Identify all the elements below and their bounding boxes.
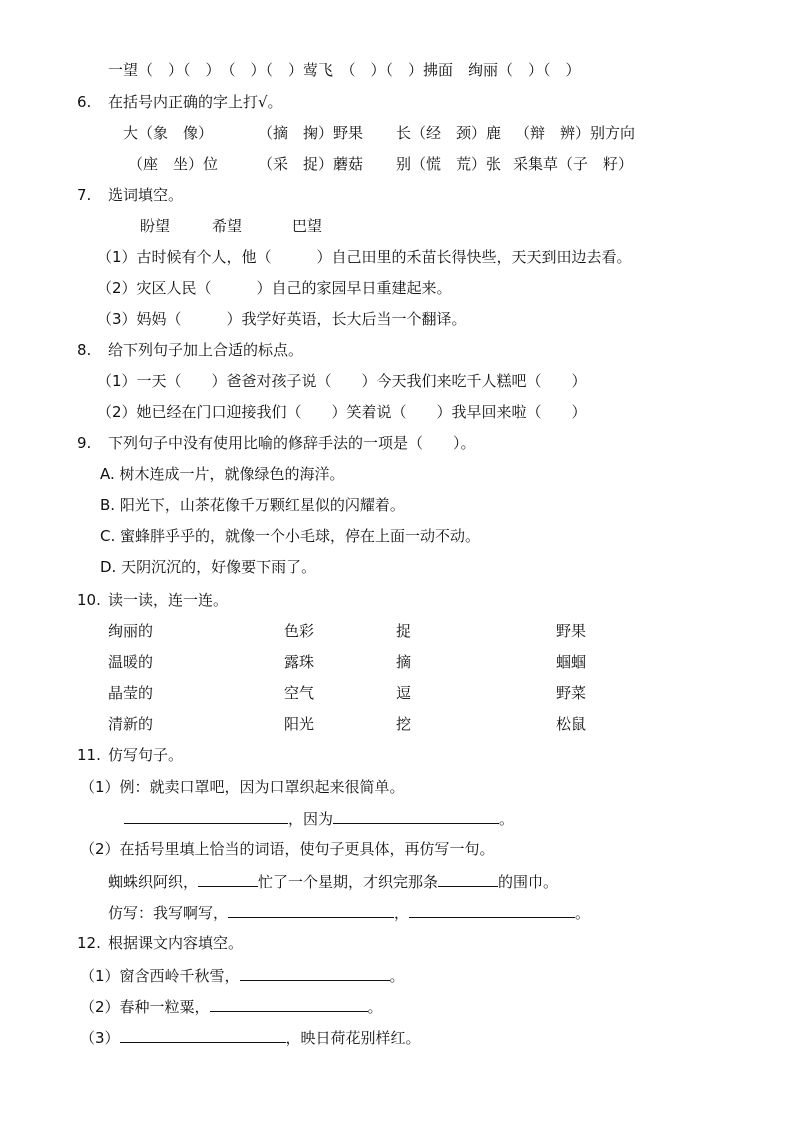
q9-number: 9.: [77, 434, 92, 452]
q12-text: （2）春种一粒粟，: [80, 998, 210, 1016]
q6-r2-c1: （座 坐）位: [128, 155, 219, 173]
answer-blank[interactable]: [240, 965, 390, 981]
q10-c3-4: 挖: [396, 715, 412, 733]
q10-c1-1: 绚丽的: [108, 622, 154, 640]
q8-item-1: （1）一天（ ）爸爸对孩子说（ ）今天我们来吃千人糕吧（ ）: [97, 372, 587, 390]
answer-blank[interactable]: [333, 808, 499, 824]
top-line: 一望（ ）（ ） （ ）（ ）莺飞 （ ）（ ）拂面 绚丽（ ）（ ）: [108, 61, 581, 79]
q10-c4-1: 野果: [556, 622, 587, 640]
q10-c2-3: 空气: [284, 684, 315, 702]
q6-r1-c2: （摘 掬）野果: [258, 124, 364, 142]
q6-number: 6.: [77, 93, 92, 111]
q10-c3-3: 逗: [396, 684, 412, 702]
q7-number: 7.: [77, 186, 92, 204]
q10-c3-1: 捉: [396, 622, 412, 640]
q9-option-b: B. 阳光下，山茶花像千万颗红星似的闪耀着。: [100, 496, 405, 514]
q12-item-1: [80, 965, 405, 986]
q10-prompt: 读一读，连一连。: [108, 591, 229, 609]
q10-c4-4: 松鼠: [556, 715, 587, 733]
q10-c1-2: 温暖的: [108, 653, 154, 671]
q7-item-2: （2）灾区人民（ ）自己的家园早日重建起来。: [97, 279, 452, 297]
q12-text: 。: [367, 998, 383, 1016]
q9-option-c: C. 蜜蜂胖乎乎的，就像一个小毛球，停在上面一动不动。: [100, 527, 481, 545]
q6-r1-c4: （辩 辨）别方向: [515, 124, 636, 142]
q11-line-1: [124, 808, 514, 829]
q10-c3-2: 摘: [396, 653, 412, 671]
q7-item-1: （1）古时候有个人，他（ ）自己田里的禾苗长得快些，天天到田边去看。: [97, 248, 632, 266]
q9-option-a: A. 树木连成一片，就像绿色的海洋。: [100, 465, 345, 483]
answer-blank[interactable]: [228, 902, 394, 918]
q12-text: （3）: [80, 1029, 120, 1047]
answer-blank[interactable]: [124, 808, 288, 824]
answer-blank[interactable]: [198, 871, 258, 887]
q7-item-3: （3）妈妈（ ）我学好英语，长大后当一个翻译。: [97, 310, 467, 328]
answer-blank[interactable]: [210, 996, 368, 1012]
q8-item-2: （2）她已经在门口迎接我们（ ）笑着说（ ）我早回来啦（ ）: [97, 403, 587, 421]
q10-c4-3: 野菜: [556, 684, 587, 702]
q12-item-3: [80, 1027, 421, 1048]
q9-option-d: D. 天阴沉沉的，好像要下雨了。: [100, 558, 317, 576]
q12-text: ，映日荷花别样红。: [285, 1029, 421, 1047]
q8-number: 8.: [77, 341, 92, 359]
q11-text: ，: [394, 904, 410, 922]
q7-prompt: 选词填空。: [108, 186, 184, 204]
q9-prompt: 下列句子中没有使用比喻的修辞手法的一项是（ ）。: [108, 434, 476, 452]
q12-prompt: 根据课文内容填空。: [108, 934, 244, 952]
q11-text: 忙了一个星期，才织完那条: [258, 873, 439, 891]
answer-blank[interactable]: [409, 902, 575, 918]
answer-blank[interactable]: [120, 1027, 286, 1043]
q11-example-2: （2）在括号里填上恰当的词语，使句子更具体，再仿写一句。: [80, 840, 495, 858]
q11-example-1: （1）例：就卖口罩吧，因为口罩织起来很简单。: [80, 778, 405, 796]
q10-c4-2: 蝈蝈: [556, 653, 587, 671]
q11-prompt: 仿写句子。: [108, 746, 184, 764]
q6-r2-c3: 别（慌 荒）张: [396, 155, 502, 173]
q11-text: ，因为: [288, 810, 334, 828]
q6-r2-c2: （采 捉）蘑菇: [258, 155, 364, 173]
q7-word-1: 盼望: [140, 217, 171, 235]
q11-text: 的围巾。: [498, 873, 559, 891]
q10-c1-4: 清新的: [108, 715, 154, 733]
q11-text: 蜘蛛织阿织，: [108, 873, 199, 891]
q7-word-2: 希望: [212, 217, 243, 235]
q6-r1-c3: 长（经 颈）鹿: [396, 124, 502, 142]
q11-text: 。: [575, 904, 591, 922]
q6-r2-c4: 采集草（子 籽）: [513, 155, 634, 173]
q7-word-3: 巴望: [292, 217, 323, 235]
q10-number: 10.: [77, 591, 101, 609]
q11-number: 11.: [77, 746, 101, 764]
q11-line-2: [108, 871, 558, 892]
q12-number: 12.: [77, 934, 101, 952]
q11-line-3: [108, 902, 590, 923]
q10-c2-2: 露珠: [284, 653, 315, 671]
q12-text: （1）窗含西岭千秋雪，: [80, 967, 240, 985]
q12-text: 。: [389, 967, 405, 985]
q11-text: 仿写：我写啊写，: [108, 904, 229, 922]
q6-r1-c1: 大（象 像）: [123, 124, 214, 142]
q10-c2-4: 阳光: [284, 715, 315, 733]
q11-text: 。: [499, 810, 515, 828]
q10-c2-1: 色彩: [284, 622, 315, 640]
q12-item-2: [80, 996, 383, 1017]
q8-prompt: 给下列句子加上合适的标点。: [108, 341, 304, 359]
q10-c1-3: 晶莹的: [108, 684, 154, 702]
answer-blank[interactable]: [438, 871, 498, 887]
q6-prompt: 在括号内正确的字上打√。: [108, 93, 283, 111]
